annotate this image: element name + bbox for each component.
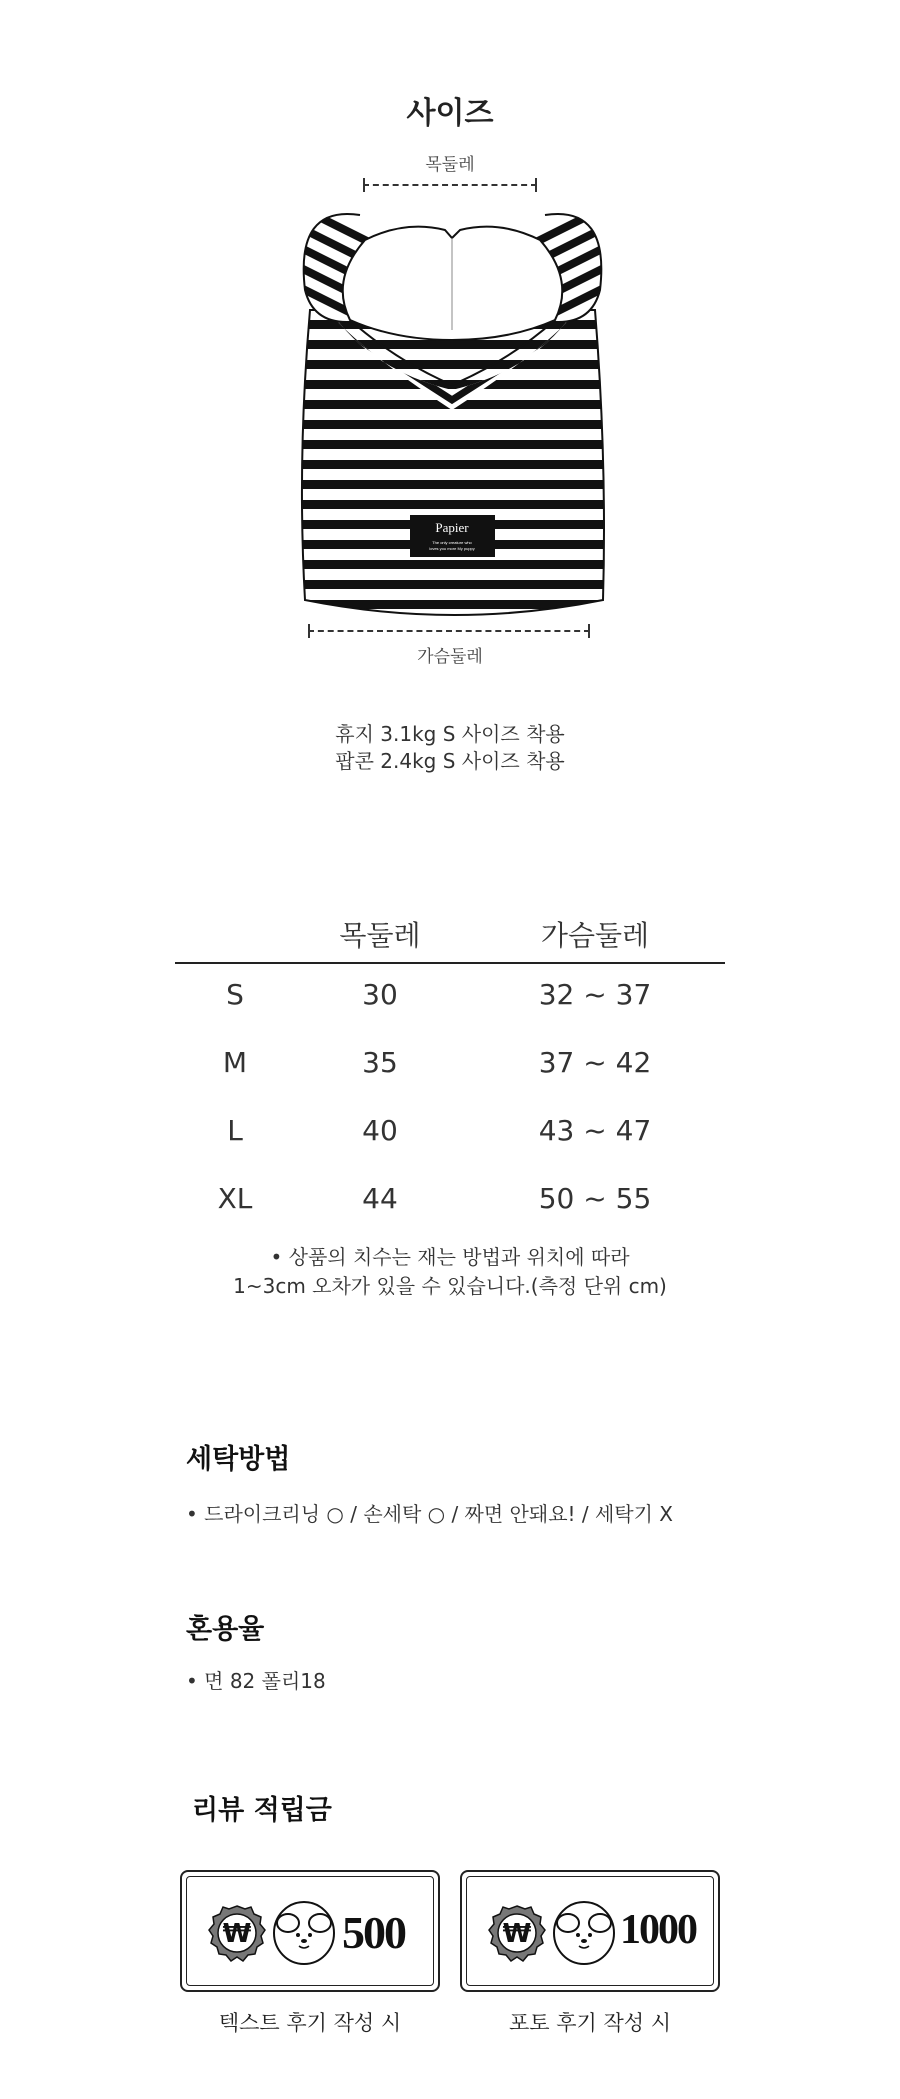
currency-symbol: ₩ xyxy=(222,1919,252,1949)
tag-subtext: loves you more My puppy xyxy=(429,546,475,551)
washing-instructions: • 드라이크리닝 ○ / 손세탁 ○ / 짜면 안돼요! / 세탁기 X xyxy=(186,1502,674,1526)
hoodie-stripe xyxy=(285,420,620,429)
chest-cell: 43 ~ 47 xyxy=(538,1114,652,1147)
review-reward-title: 리뷰 적립금 xyxy=(192,1795,332,1826)
fit-note: 휴지 3.1kg S 사이즈 착용 xyxy=(335,722,565,746)
table-row xyxy=(175,978,725,1046)
puppy-face-icon xyxy=(554,1902,614,1964)
table-row xyxy=(175,1182,725,1250)
neck-cell: 44 xyxy=(362,1182,398,1215)
size-cell: XL xyxy=(217,1182,253,1215)
hoodie-stripe xyxy=(285,560,620,569)
hoodie-stripe xyxy=(285,360,620,369)
neck-cell: 35 xyxy=(362,1046,398,1079)
reward-card-label: 포토 후기 작성 시 xyxy=(508,2011,672,2035)
size-cell: S xyxy=(226,978,244,1011)
washing-title: 세탁방법 xyxy=(186,1444,291,1475)
neck-dimension-label: 목둘레 xyxy=(425,155,475,175)
neck-cell: 30 xyxy=(362,978,398,1011)
table-header-chest: 가슴둘레 xyxy=(540,919,650,952)
chest-cell: 32 ~ 37 xyxy=(538,978,652,1011)
reward-card-photo-review xyxy=(460,1870,720,1992)
hoodie-stripe xyxy=(285,460,620,469)
table-row xyxy=(175,1046,725,1114)
reward-card-text-review xyxy=(180,1870,440,1992)
tag-brand: Papier xyxy=(435,520,469,535)
hoodie-stripe xyxy=(285,480,620,489)
reward-amount: 1000 xyxy=(620,1907,696,1953)
hoodie-stripe xyxy=(285,500,620,509)
table-header-neck: 목둘레 xyxy=(339,919,421,952)
size-cell: M xyxy=(222,1046,248,1079)
table-header xyxy=(175,908,725,964)
page-title: 사이즈 xyxy=(406,96,494,131)
fit-note: 팝콘 2.4kg S 사이즈 착용 xyxy=(335,749,565,773)
neck-cell: 40 xyxy=(362,1114,398,1147)
currency-symbol: ₩ xyxy=(502,1919,532,1949)
tag-subtext: The only creature who xyxy=(432,540,472,545)
measurement-note: • 상품의 치수는 재는 방법과 위치에 따라 xyxy=(270,1245,630,1269)
measurement-note: 1~3cm 오차가 있을 수 있습니다.(측정 단위 cm) xyxy=(233,1274,667,1298)
reward-card-label: 텍스트 후기 작성 시 xyxy=(218,2011,402,2035)
puppy-face-icon xyxy=(274,1902,334,1964)
chest-dimension-line xyxy=(308,624,590,638)
size-cell: L xyxy=(227,1114,243,1147)
hoodie-stripe xyxy=(285,580,620,589)
chest-cell: 37 ~ 42 xyxy=(538,1046,652,1079)
striped-hoodie-illustration xyxy=(285,210,620,618)
reward-amount: 500 xyxy=(342,1907,405,1958)
neck-dimension-line xyxy=(363,178,537,192)
chest-dimension-label: 가슴둘레 xyxy=(417,647,483,667)
hoodie-stripe xyxy=(285,440,620,449)
material-composition: • 면 82 폴리18 xyxy=(186,1669,326,1693)
size-table xyxy=(175,908,725,1250)
table-row xyxy=(175,1114,725,1182)
hoodie-stripe xyxy=(285,340,620,349)
chest-cell: 50 ~ 55 xyxy=(538,1182,652,1215)
material-title: 혼용율 xyxy=(186,1614,265,1645)
